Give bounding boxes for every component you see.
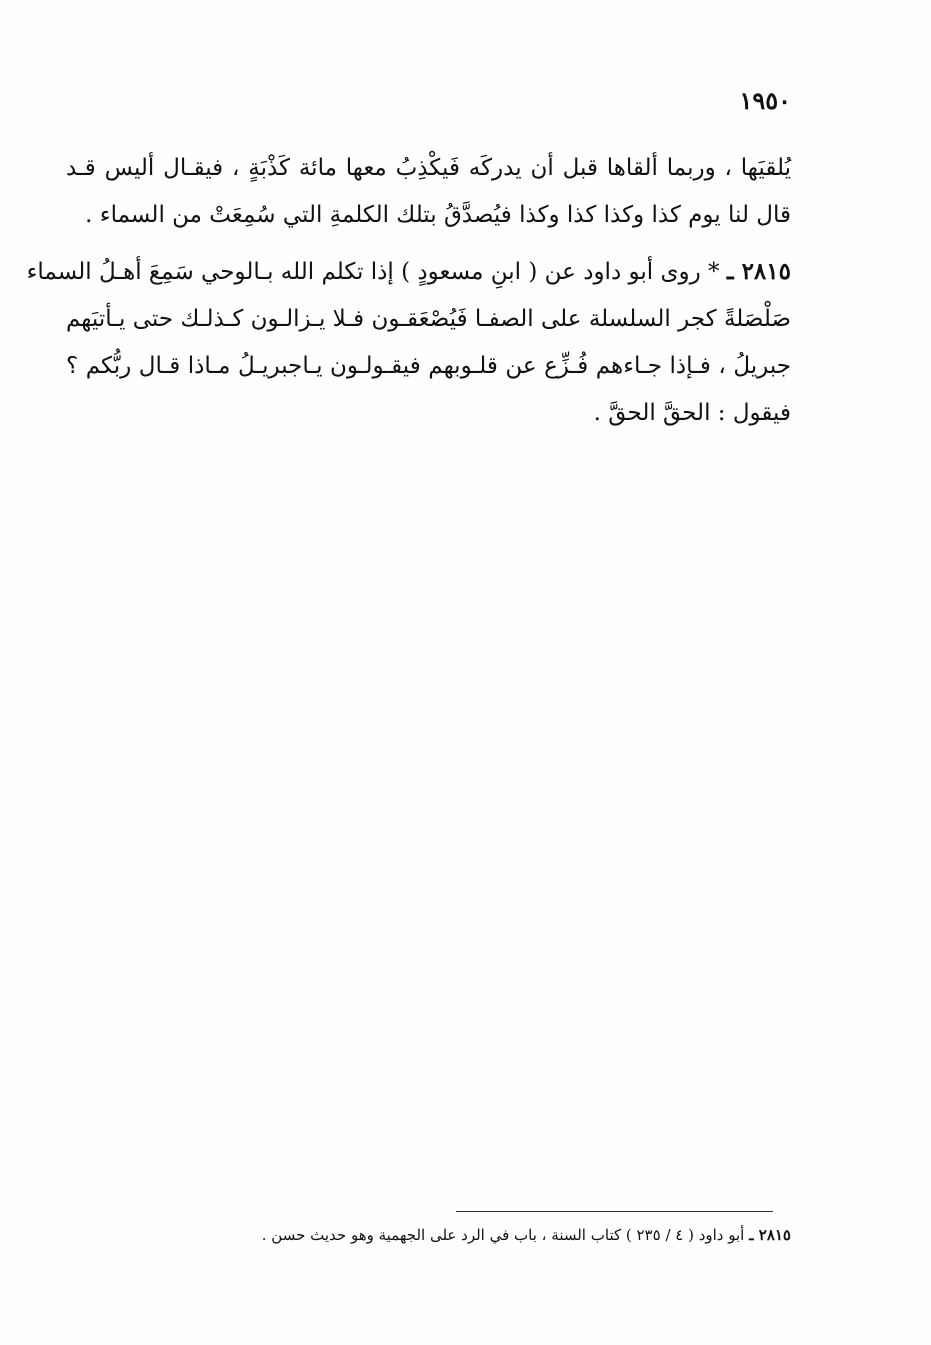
hadith-number: ٢٨١٥ ـ <box>726 258 791 285</box>
text-line: صَلْصَلةً كجر السلسلة على الصفـا فَيُصْعَقـون فـلا يـزالـون كـذلـك حتى يـأتيَهم <box>66 306 791 332</box>
text-line: قال لنا يوم كذا وكذا كذا وكذا فيُصدَّقُ بتلك الكلمةِ التي سُمِعَتْ من السماء . <box>85 202 791 228</box>
hadith-first-line <box>26 248 791 296</box>
hadith-paragraph <box>26 248 791 437</box>
paragraph-continuation <box>66 145 791 239</box>
footnote-text: أبو داود ( ٤ / ٢٣٥ ) كتاب السنة ، باب في الرد على الجهمية وهو حديث حسن . <box>261 1226 745 1244</box>
page-number: ١٩٥٠ <box>739 86 791 115</box>
footnote-number: ٢٨١٥ ـ <box>749 1226 791 1244</box>
footnote-separator <box>456 1211 773 1212</box>
text-line: يُلقيَها ، وربما ألقاها قبل أن يدركَه فَيكْذِبُ معها مائة كَذْبَةٍ ، فيقـال أليس قـد <box>66 155 791 181</box>
text-line: جبريلُ ، فـإذا جـاءهم فُـزِّع عن قلـوبهم فيقـولـون يـاجبريـلُ مـاذا قـال ربُّكم ؟ <box>66 353 791 379</box>
footnote <box>200 1226 791 1244</box>
text-line: فيقول : الحقَّ الحقَّ . <box>593 400 791 426</box>
hadith-first-line-text: * روى أبو داود عن ( ابنِ مسعودٍ ) إذا تكلم الله بـالوحي سَمِعَ أهـلُ السماء <box>26 259 720 285</box>
